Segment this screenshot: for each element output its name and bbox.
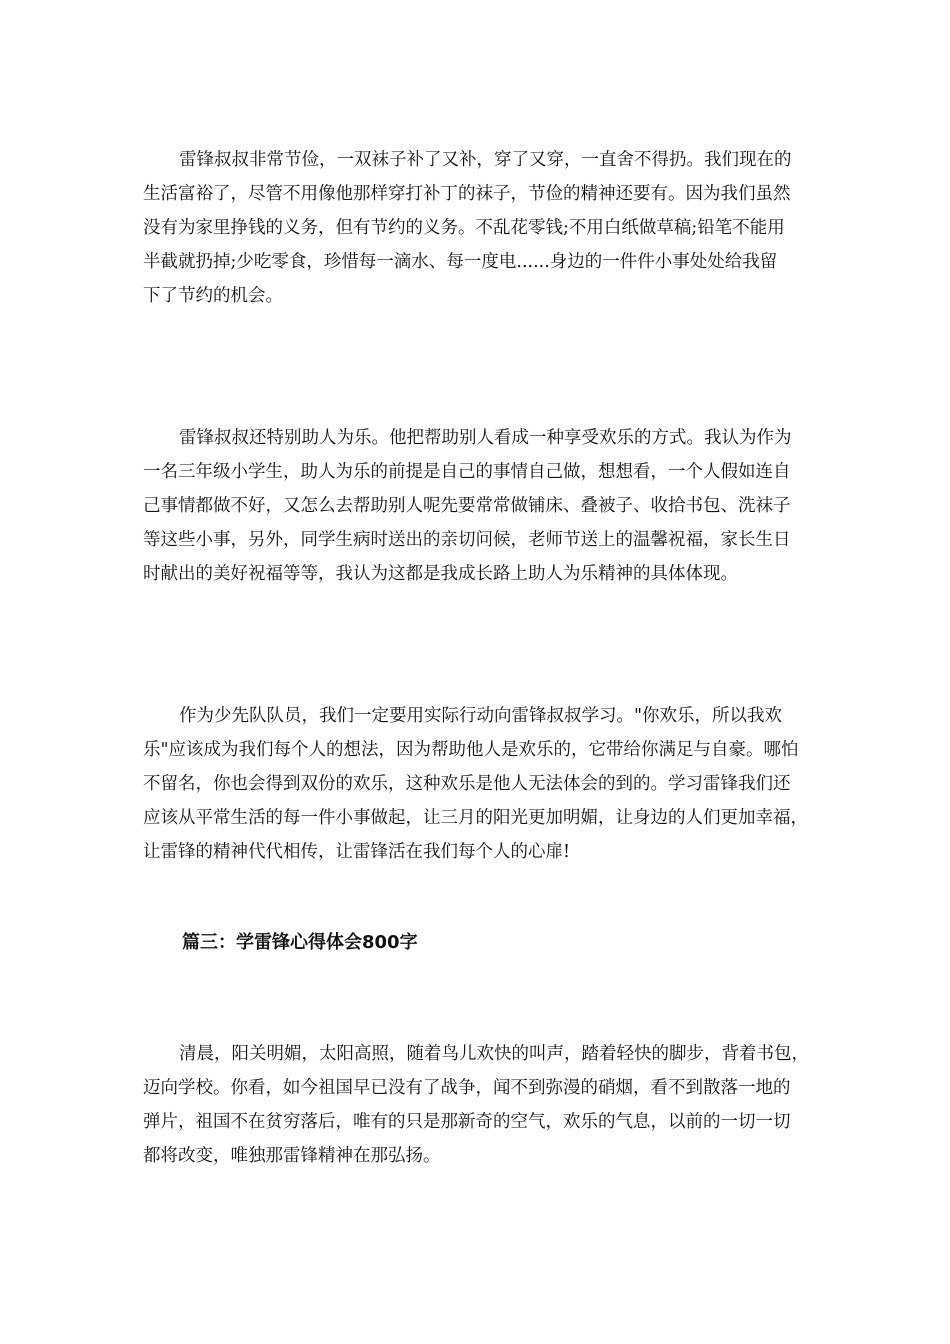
paragraph-line: 弹片，祖国不在贫穷落后，唯有的只是那新奇的空气，欢乐的气息，以前的一切一切 bbox=[143, 1112, 791, 1132]
paragraph-line: 让雷锋的精神代代相传，让雷锋活在我们每个人的心扉! bbox=[143, 842, 571, 862]
section-heading: 篇三：学雷锋心得体会800字 bbox=[182, 932, 418, 953]
paragraph-frugality bbox=[143, 143, 827, 313]
paragraph-line: 应该从平常生活的每一件小事做起，让三月的阳光更加明媚，让身边的人们更加幸福， bbox=[143, 808, 808, 828]
paragraph-morning bbox=[143, 1037, 827, 1173]
paragraph-line: 清晨，阳关明媚，太阳高照，随着鸟儿欢快的叫声，踏着轻快的脚步，背着书包， bbox=[179, 1044, 809, 1064]
paragraph-line: 半截就扔掉;少吃零食，珍惜每一滴水、每一度电......身边的一件件小事处处给我留 bbox=[143, 252, 778, 272]
paragraph-line: 一名三年级小学生，助人为乐的前提是自己的事情自己做，想想看，一个人假如连自 bbox=[143, 462, 791, 482]
paragraph-line: 作为少先队队员，我们一定要用实际行动向雷锋叔叔学习。"你欢乐，所以我欢 bbox=[179, 706, 783, 726]
paragraph-line: 生活富裕了，尽管不用像他那样穿打补丁的袜子，节俭的精神还要有。因为我们虽然 bbox=[143, 184, 791, 204]
paragraph-line: 等这些小事，另外，同学生病时送出的亲切问候，老师节送上的温馨祝福，家长生日 bbox=[143, 530, 791, 550]
paragraph-line: 雷锋叔叔还特别助人为乐。他把帮助别人看成一种享受欢乐的方式。我认为作为 bbox=[179, 428, 792, 448]
paragraph-line: 都将改变，唯独那雷锋精神在那弘扬。 bbox=[143, 1146, 441, 1166]
paragraph-line: 时献出的美好祝福等等，我认为这都是我成长路上助人为乐精神的具体体现。 bbox=[143, 564, 738, 584]
paragraph-young-pioneers bbox=[143, 699, 827, 869]
paragraph-helping-others bbox=[143, 421, 827, 591]
paragraph-line: 雷锋叔叔非常节俭，一双袜子补了又补，穿了又穿，一直舍不得扔。我们现在的 bbox=[179, 150, 792, 170]
paragraph-line: 下了节约的机会。 bbox=[143, 286, 283, 306]
paragraph-line: 没有为家里挣钱的义务，但有节约的义务。不乱花零钱;不用白纸做草稿;铅笔不能用 bbox=[143, 218, 785, 238]
paragraph-line: 乐"应该成为我们每个人的想法，因为帮助他人是欢乐的，它带给你满足与自豪。哪怕 bbox=[143, 740, 799, 760]
paragraph-line: 不留名，你也会得到双份的欢乐，这种欢乐是他人无法体会的到的。学习雷锋我们还 bbox=[143, 774, 791, 794]
paragraph-line: 迈向学校。你看，如今祖国早已没有了战争，闻不到弥漫的硝烟，看不到散落一地的 bbox=[143, 1078, 791, 1098]
paragraph-line: 己事情都做不好，又怎么去帮助别人呢先要常常做铺床、叠被子、收拾书包、洗袜子 bbox=[143, 496, 791, 516]
